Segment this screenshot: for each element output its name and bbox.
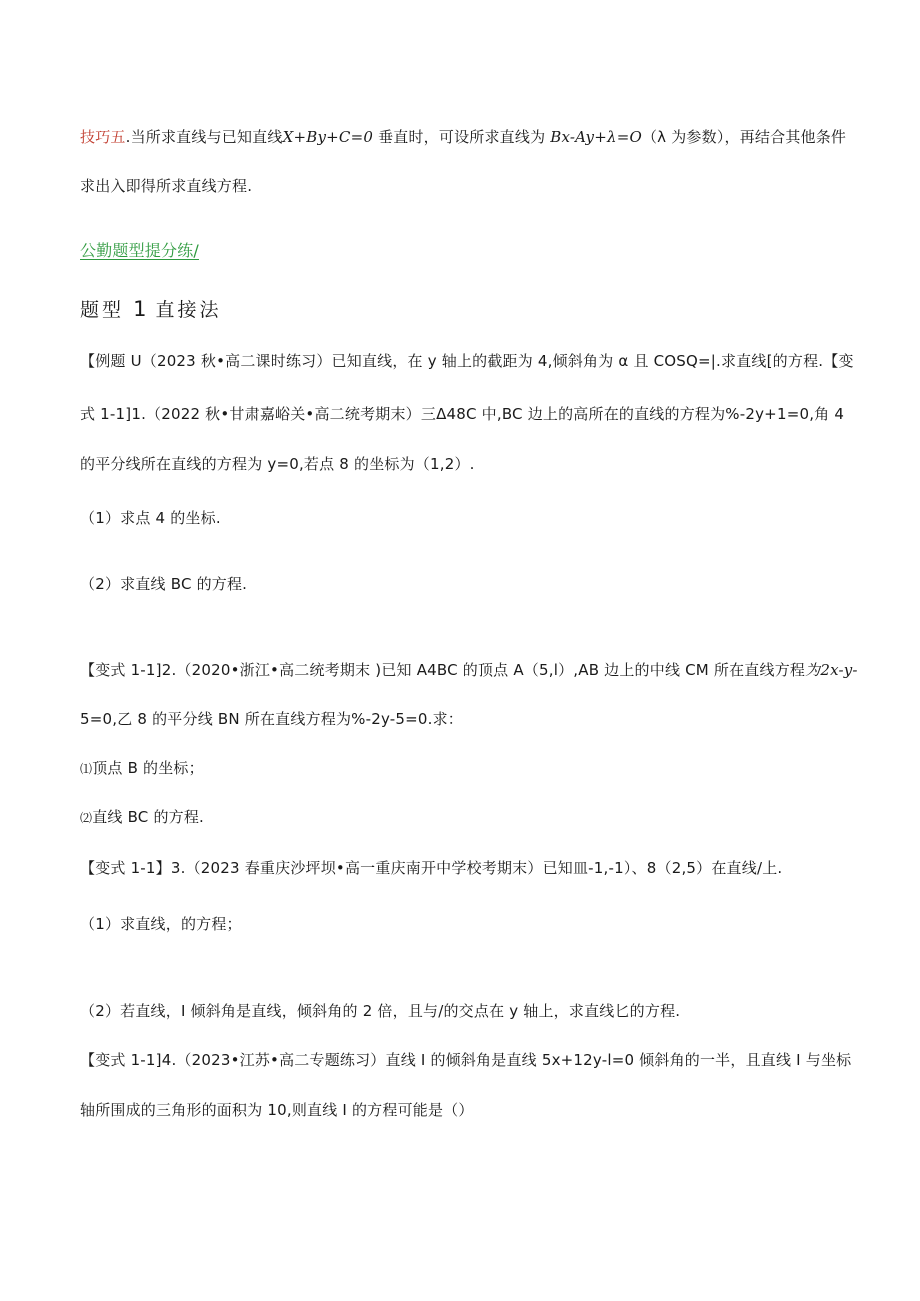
variant2-item-2 — [80, 806, 844, 829]
tip-line-1 — [80, 126, 847, 148]
tip-math-given: X+By+C=0 — [282, 128, 374, 146]
variant3-question-1: （1）求直线，的方程； — [80, 915, 242, 933]
variant3-line-1: 【变式 1-1】3.（2023 春重庆沙坪坝•高一重庆南开中学校考期末）已知皿-1,-1）、8（2,5）在直线/上. — [80, 859, 783, 877]
variant2-item-1-text: 顶点 B 的坐标； — [92, 759, 204, 777]
example-line-1: 【例题 U（2023 秋•高二课时练习）已知直线，在 y 轴上的截距为 4,倾斜角为 α 且 COSQ=|.求直线[的方程.【变 — [80, 352, 854, 370]
variant2-line-1 — [80, 659, 858, 681]
type-title-prefix: 题型 — [80, 299, 125, 321]
variant2-item-2-text: 直线 BC 的方程. — [92, 808, 205, 826]
variant2-line-1-text: 【变式 1-1]2.（2020•浙江•高二统考期末 )已知 A4BC 的顶点 A（5,l）,AB 边上的中线 CM 所在直线方程 — [80, 661, 806, 679]
example-line-3: 的平分线所在直线的方程为 y=0,若点 8 的坐标为（1,2）. — [80, 455, 475, 473]
tip-text-after: （λ 为参数），再结合其他条件 — [641, 128, 847, 146]
variant4-line-2: 轴所围成的三角形的面积为 10,则直线 I 的方程可能是（） — [80, 1101, 474, 1119]
example-line-2: 式 1-1]1.（2022 秋•甘肃嘉峪关•高二统考期末）三Δ48C 中,BC 边上的高所在的直线的方程为%-2y+1=0,角 4 — [80, 405, 845, 423]
section-heading — [80, 240, 844, 262]
variant2-item-1-marker: ⑴ — [80, 762, 93, 776]
tip-text-before: .当所求直线与已知直线 — [125, 128, 283, 146]
variant2-line-2: 5=0,乙 8 的平分线 BN 所在直线方程为%-2y-5=0.求： — [80, 710, 464, 728]
type-title-suffix: 直接法 — [155, 299, 222, 321]
tip-math-param: Bx-Ay+λ=O — [550, 128, 642, 146]
variant4-line-1: 【变式 1-1]4.（2023•江苏•高二专题练习）直线 I 的倾斜角是直线 5x+12y-l=0 倾斜角的一半，且直线 I 与坐标 — [80, 1051, 852, 1069]
type-title — [80, 296, 844, 323]
tip-label: 技巧五 — [80, 128, 126, 146]
question-1-1: （1）求点 4 的坐标. — [80, 509, 221, 527]
variant2-item-2-marker: ⑵ — [80, 811, 93, 825]
question-1-2: （2）求直线 BC 的方程. — [80, 575, 248, 593]
variant3-question-2: （2）若直线，I 倾斜角是直线，倾斜角的 2 倍，且与/的交点在 y 轴上，求直线匕的方程. — [80, 1002, 681, 1020]
tip-line-2: 求出入即得所求直线方程. — [80, 177, 253, 195]
type-title-number: 1 — [133, 297, 147, 321]
variant2-line-1-math: 为2x-y- — [805, 661, 858, 679]
tip-text-mid: 垂直时，可设所求直线为 — [373, 128, 551, 146]
variant2-item-1 — [80, 757, 844, 780]
section-link[interactable]: 公勤题型提分练/ — [80, 241, 199, 260]
